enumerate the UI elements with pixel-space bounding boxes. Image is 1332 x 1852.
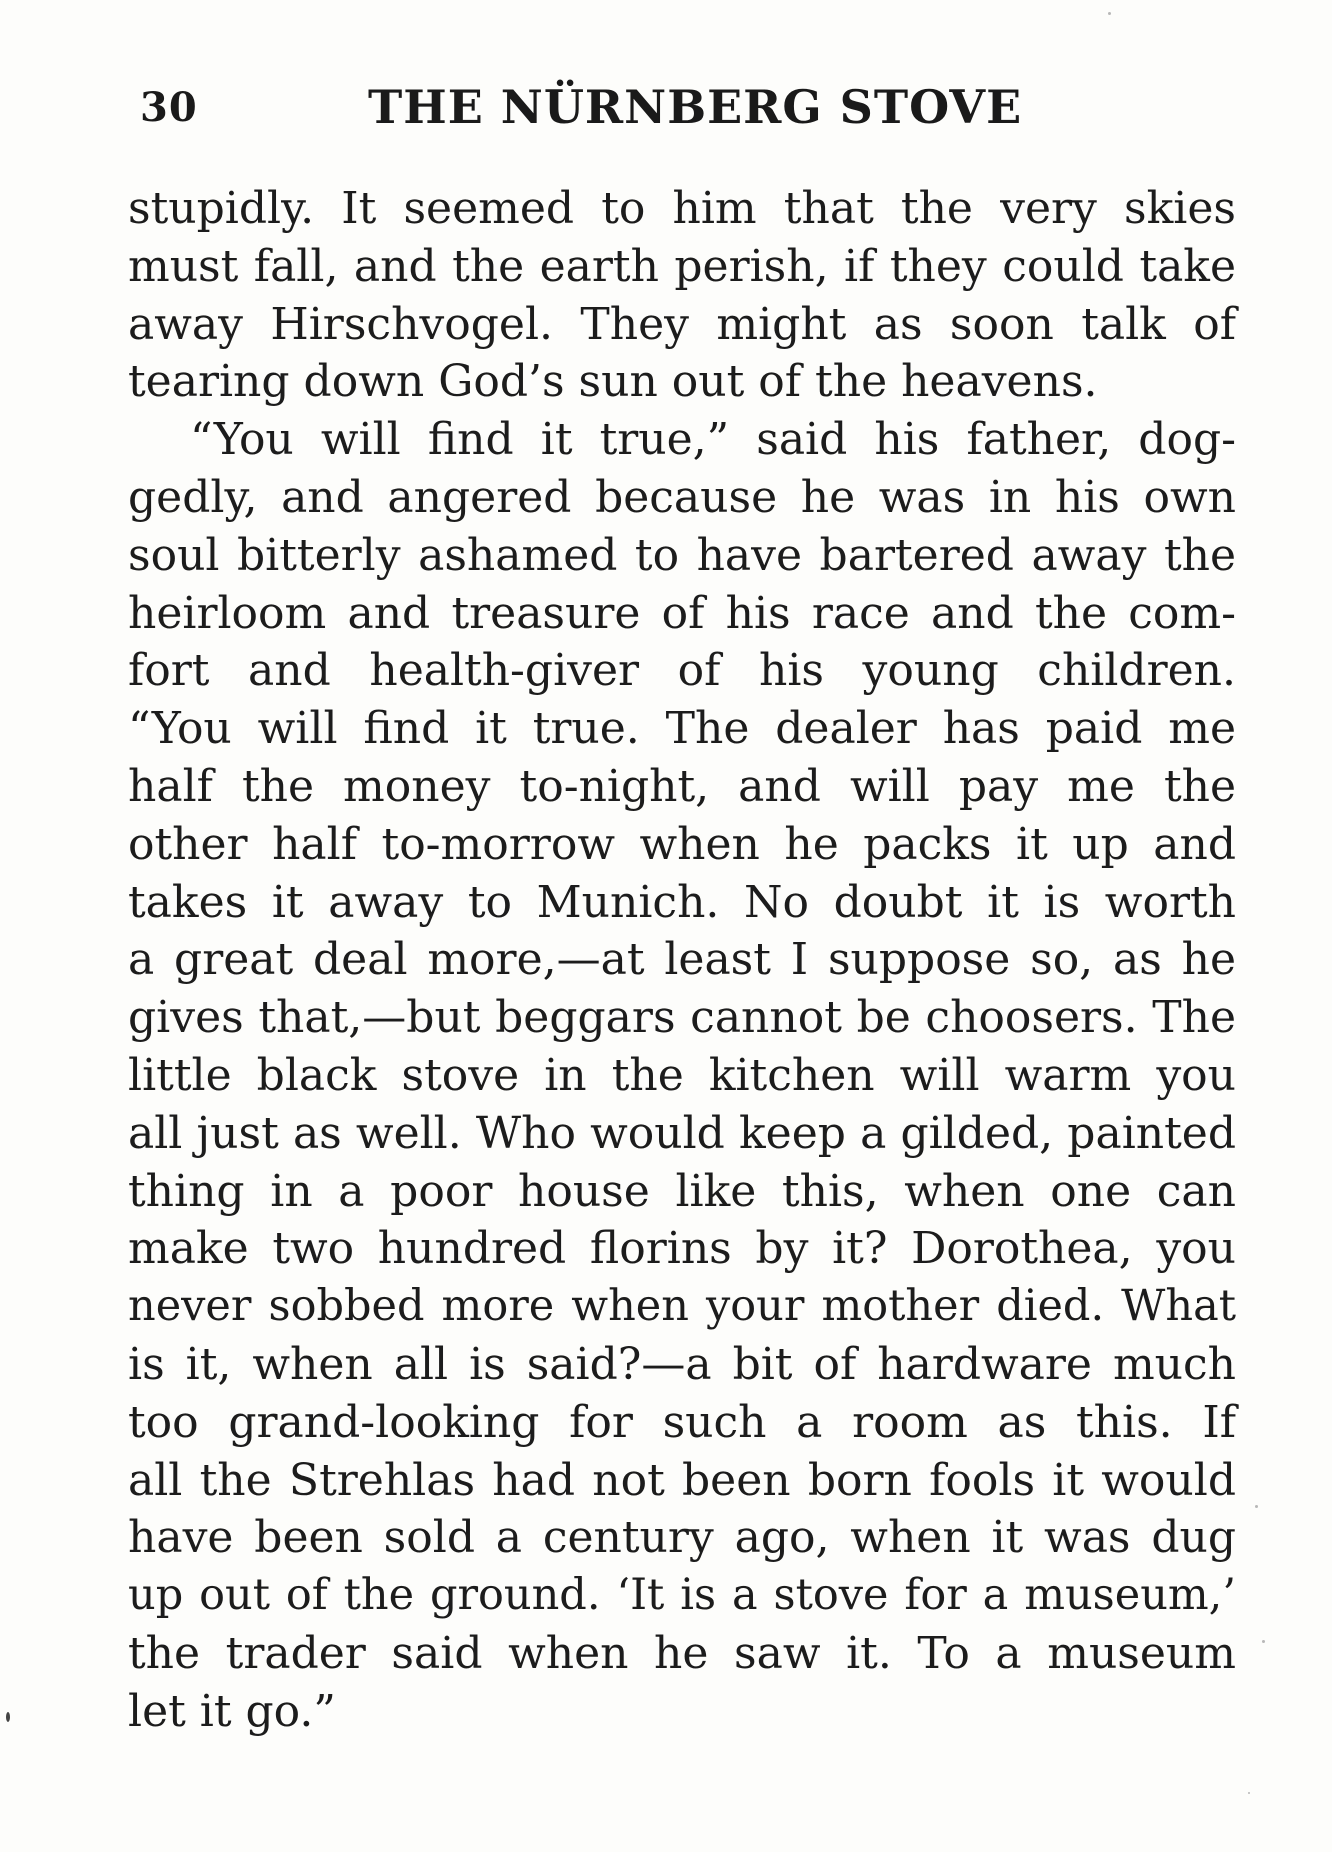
text-line: other half to-morrow when he packs it up and	[128, 818, 1236, 870]
body-text	[128, 180, 1236, 1741]
text-line: all just as well. Who would keep a gilded, painted	[128, 1107, 1236, 1159]
running-title: THE NÜRNBERG STOVE	[368, 80, 1023, 134]
text-line: make two hundred florins by it? Dorothea, you	[128, 1223, 1236, 1275]
text-line: “You will find it true. The dealer has paid me	[128, 703, 1236, 755]
text-line: thing in a poor house like this, when one can	[128, 1165, 1236, 1217]
text-line: never sobbed more when your mother died. What	[128, 1281, 1236, 1332]
text-line: up out of the ground. ‘It is a stove for a museum,’	[128, 1570, 1236, 1621]
text-line: little black stove in the kitchen will warm you	[128, 1049, 1236, 1101]
text-line: heirloom and treasure of his race and the com-	[128, 587, 1236, 639]
text-line: takes it away to Munich. No doubt it is worth	[128, 876, 1236, 928]
scan-speck	[1255, 1505, 1258, 1508]
text-line: gedly, and angered because he was in his own	[128, 471, 1236, 523]
text-line: too grand-looking for such a room as this. If	[128, 1396, 1236, 1448]
text-line: all the Strehlas had not been born fools it would	[128, 1454, 1236, 1506]
text-line: have been sold a century ago, when it was dug	[128, 1512, 1236, 1564]
text-line: away Hirschvogel. They might as soon talk of	[128, 298, 1236, 350]
text-line: must fall, and the earth perish, if they could take	[128, 240, 1236, 292]
scan-speck	[6, 1712, 10, 1722]
scan-speck	[1108, 12, 1111, 15]
page-number: 30	[140, 84, 198, 131]
text-line: tearing down God’s sun out of the heavens.	[128, 356, 1098, 408]
text-line: soul bitterly ashamed to have bartered away the	[128, 529, 1236, 581]
paragraph-last-line: let it go.”	[128, 1685, 336, 1737]
text-line: is it, when all is said?—a bit of hardware much	[128, 1338, 1236, 1390]
text-line: gives that,—but beggars cannot be choosers. The	[128, 992, 1236, 1044]
text-line: fort and health-giver of his young children.	[128, 645, 1236, 697]
text-line: a great deal more,—at least I suppose so, as he	[128, 934, 1236, 986]
scan-speck	[1262, 1640, 1265, 1643]
running-header	[140, 80, 1240, 140]
scan-speck	[1248, 1792, 1250, 1794]
text-line: half the money to-night, and will pay me the	[128, 760, 1236, 812]
text-line: stupidly. It seemed to him that the very skies	[128, 183, 1236, 234]
paragraph-first-line: “You will find it true,” said his father, dog-	[190, 414, 1236, 466]
text-line: the trader said when he saw it. To a museum	[128, 1627, 1236, 1679]
